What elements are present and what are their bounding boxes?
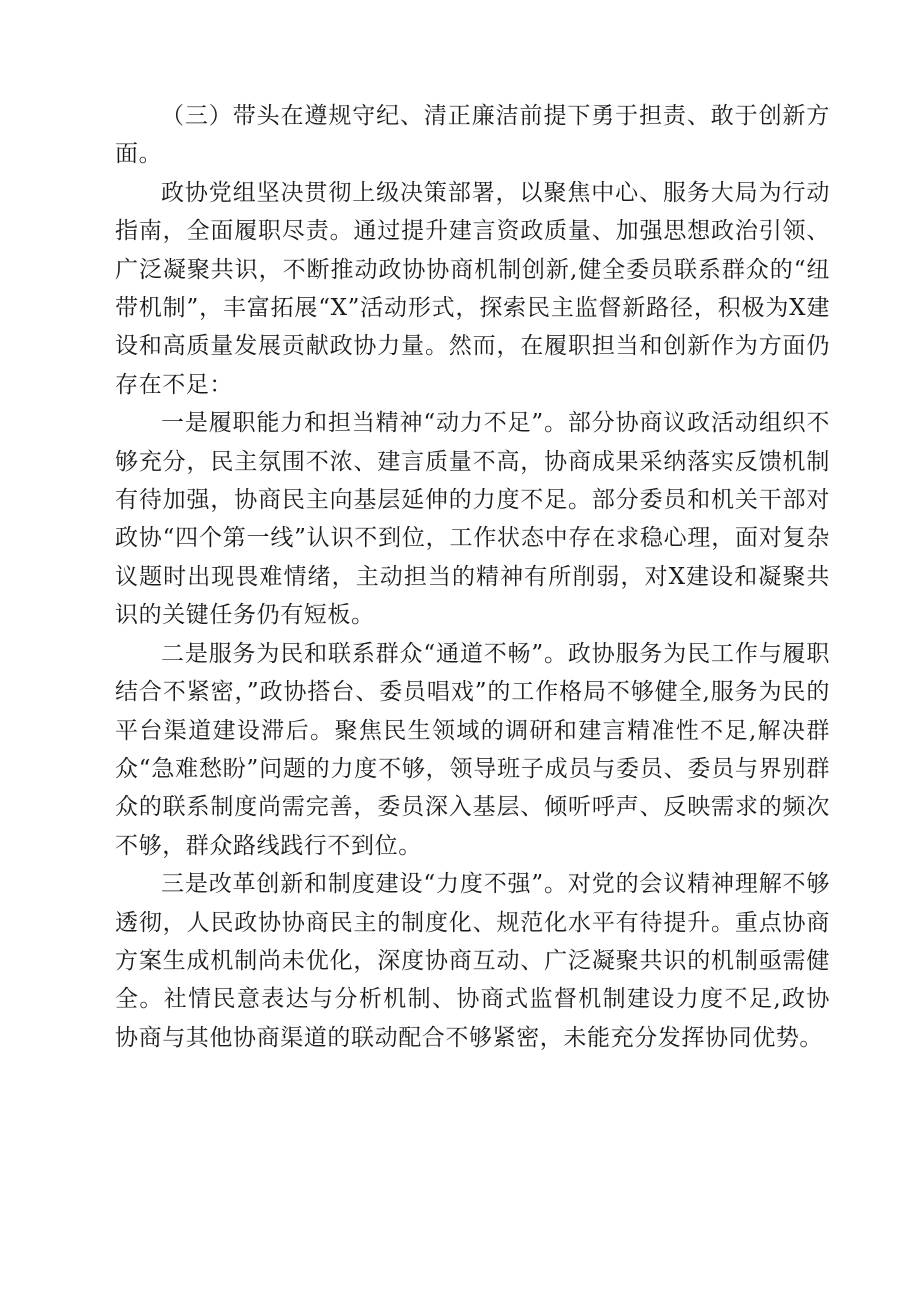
paragraph-point-2: 二是服务为民和联系群众“通道不畅”。政协服务为民工作与履职结合不紧密，”政协搭台、委员唱戏”的工作格局不够健全,服务为民的平台渠道建设滞后。聚焦民生领域的调研和建言精准性不足,解决群众“急难愁盼”问题的力度不够，领导班子成员与委员、委员与界别群众的联系制度尚需完善，委员深入基层、倾听呼声、反映需求的频次不够，群众路线践行不到位。 [115,640,830,859]
paragraph-point-1: 一是履职能力和担当精神“动力不足”。部分协商议政活动组织不够充分，民主氛围不浓、建言质量不高，协商成果采纳落实反馈机制有待加强，协商民主向基层延伸的力度不足。部分委员和机关干部对政协“四个第一线”认识不到位，工作状态中存在求稳心理，面对复杂议题时出现畏难情绪，主动担当的精神有所削弱，对X建设和凝聚共识的关键任务仍有短板。 [115,410,830,629]
section-heading: （三）带头在遵规守纪、清正廉洁前提下勇于担责、敢于创新方面。 [115,103,830,168]
document-body [115,97,830,1057]
paragraph-intro: 政协党组坚决贯彻上级决策部署，以聚焦中心、服务大局为行动指南，全面履职尽责。通过提升建言资政质量、加强思想政治引领、广泛凝聚共识，不断推动政协协商机制创新,健全委员联系群众的“纽带机制”，丰富拓展“X”活动形式，探索民主监督新路径，积极为X建设和高质量发展贡献政协力量。然而，在履职担当和创新作为方面仍存在不足： [115,179,830,398]
paragraph-point-3: 三是改革创新和制度建设“力度不强”。对党的会议精神理解不够透彻，人民政协协商民主的制度化、规范化水平有待提升。重点协商方案生成机制尚未优化，深度协商互动、广泛凝聚共识的机制亟需健全。社情民意表达与分析机制、协商式监督机制建设力度不足,政协协商与其他协商渠道的联动配合不够紧密，未能充分发挥协同优势。 [115,871,830,1051]
